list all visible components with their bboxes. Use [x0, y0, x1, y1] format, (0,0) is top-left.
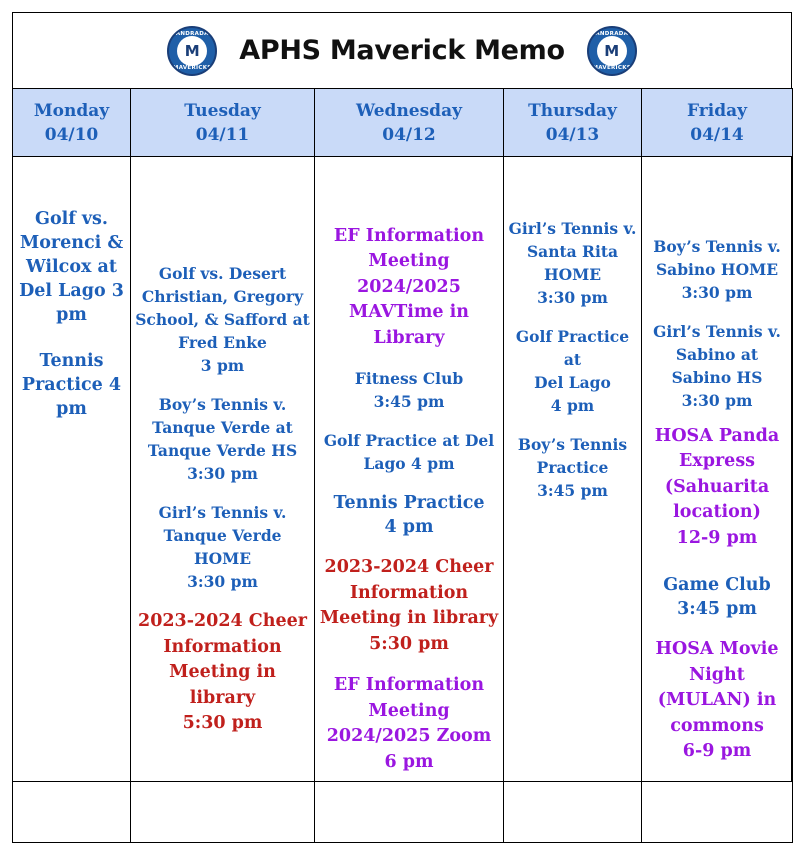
friday-events: [642, 157, 793, 843]
event-cheer-meeting-time: 5:30 pm: [182, 713, 263, 734]
maverick-icon: M: [597, 36, 627, 66]
event-golf: Golf vs. Morenci & Wilcox at Del Lago 3 pm: [19, 209, 124, 325]
event-hosa-movie: HOSA Movie Night (MULAN) in commons: [655, 639, 779, 736]
event-tennis-practice: Tennis Practice 4 pm: [21, 351, 122, 419]
event-golf-practice-time: 4 pm: [550, 396, 595, 415]
event-boys-tennis: Boy’s Tennis v. Tanque Verde at Tanque Verde HS: [147, 395, 298, 461]
school-logo-left: [167, 26, 217, 76]
tuesday-events: [131, 157, 315, 843]
event-fitness-club: Fitness Club: [354, 369, 464, 389]
event-cheer-meeting: 2023-2024 Cheer Information Meeting in library: [138, 611, 307, 708]
day-header-row: [13, 89, 793, 157]
event-girls-tennis-time: 3:30 pm: [187, 572, 258, 592]
event-boys-tennis-practice: Boy’s Tennis Practice: [517, 435, 628, 477]
event-girls-tennis: Girl’s Tennis v. Tanque Verde HOME: [158, 503, 287, 569]
day-header-tuesday: Tuesday 04/11: [131, 89, 315, 157]
event-fitness-club-time: 3:45 pm: [373, 392, 445, 412]
event-boys-tennis-time: 3:30 pm: [681, 282, 753, 302]
logo-text-bottom: MAVERICKS: [592, 64, 632, 71]
event-ef-meeting-library: EF Information Meeting 2024/2025 MAVTime in Library: [333, 225, 485, 348]
day-header-thursday: Thursday 04/13: [504, 89, 642, 157]
event-girls-tennis-time: 3:30 pm: [681, 390, 753, 410]
maverick-icon: M: [177, 36, 207, 66]
event-golf-time: 3 pm: [200, 356, 245, 376]
event-golf-practice-place: Del Lago: [534, 373, 611, 392]
event-boys-tennis: Boy’s Tennis v. Sabino HOME: [653, 236, 781, 279]
event-game-club: Game Club: [663, 575, 771, 595]
event-ef-meeting-zoom: EF Information Meeting 2024/2025 Zoom 6 pm: [326, 675, 492, 772]
event-girls-tennis: Girl’s Tennis v. Santa Rita HOME: [508, 219, 637, 284]
event-tennis-practice-time: 4 pm: [384, 517, 434, 538]
event-golf-practice: Golf Practice at Del Lago 4 pm: [323, 431, 495, 474]
event-golf: Golf vs. Desert Christian, Gregory School, & Safford at Fred Enke: [135, 264, 310, 353]
event-cheer-meeting-time: 5:30 pm: [369, 633, 449, 654]
memo-header: [12, 12, 792, 89]
thursday-events: [504, 157, 642, 843]
event-girls-tennis: Girl’s Tennis v. Sabino at Sabino HS: [653, 321, 781, 387]
monday-events: [13, 157, 131, 843]
logo-text-bottom: MAVERICKS: [172, 64, 212, 71]
event-hosa-panda: HOSA Panda Express (Sahuarita location): [654, 425, 780, 522]
event-hosa-movie-time: 6-9 pm: [682, 741, 752, 761]
wednesday-events: [315, 157, 504, 843]
events-row: [13, 157, 793, 843]
logo-text-top: ANDRADA: [595, 30, 629, 37]
event-golf-practice: Golf Practice at: [515, 327, 630, 369]
event-girls-tennis-time: 3:30 pm: [537, 288, 608, 307]
event-hosa-panda-time: 12-9 pm: [676, 527, 758, 548]
event-tennis-practice: Tennis Practice: [333, 493, 485, 514]
event-cheer-meeting: 2023-2024 Cheer Information Meeting in library: [319, 557, 499, 629]
day-header-monday: Monday 04/10: [13, 89, 131, 157]
weekly-schedule-table: [12, 88, 793, 843]
school-logo-right: [587, 26, 637, 76]
day-header-friday: Friday 04/14: [642, 89, 793, 157]
event-boys-tennis-practice-time: 3:45 pm: [537, 481, 608, 500]
page-title: APHS Maverick Memo: [239, 35, 565, 66]
event-boys-tennis-time: 3:30 pm: [187, 464, 258, 484]
event-game-club-time: 3:45 pm: [677, 599, 757, 619]
logo-text-top: ANDRADA: [175, 30, 209, 37]
day-header-wednesday: Wednesday 04/12: [315, 89, 504, 157]
